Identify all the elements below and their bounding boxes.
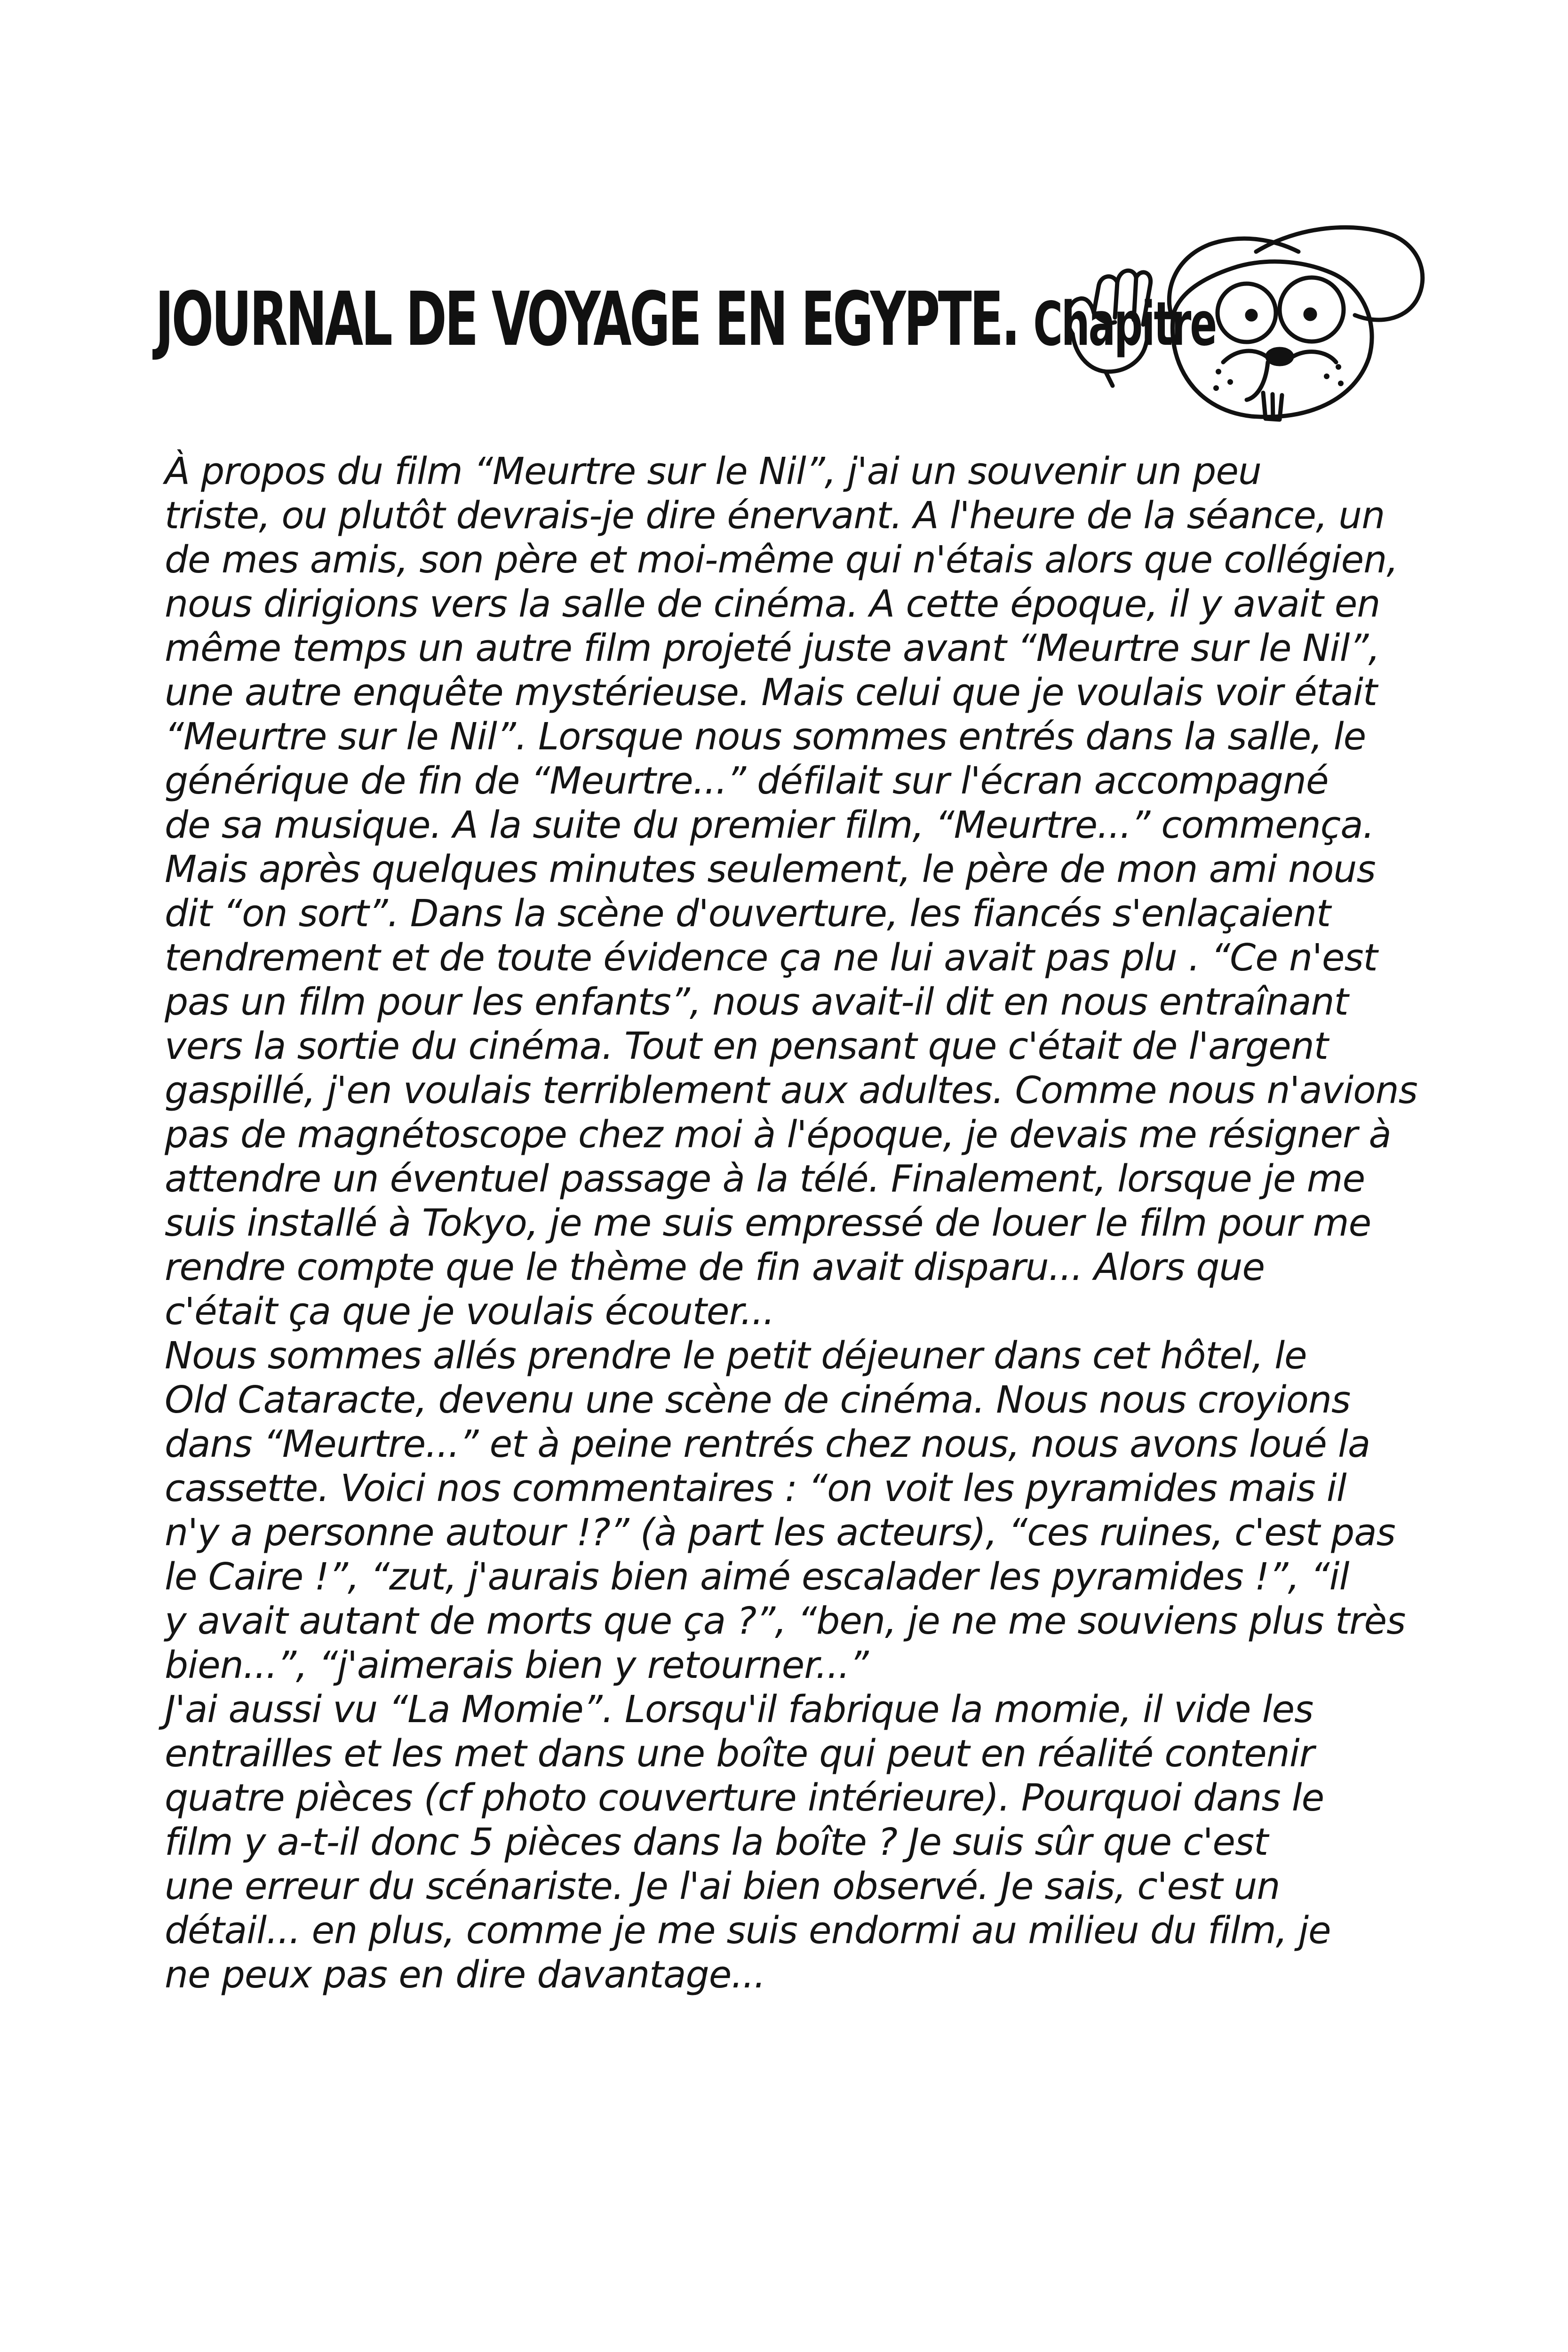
text-line: Old Cataracte, devenu une scène de cinéma. Nous nous croyions xyxy=(165,1378,1351,1422)
text-line: dans “Meurtre...” et à peine rentrés chez nous, nous avons loué la xyxy=(165,1422,1370,1466)
text-line: même temps un autre film projeté juste avant “Meurtre sur le Nil”, xyxy=(165,627,1380,670)
text-line: de mes amis, son père et moi-même qui n'étais alors que collégien, xyxy=(165,538,1398,581)
text-line: pas un film pour les enfants”, nous avait-il dit en nous entraînant xyxy=(165,980,1348,1024)
text-line: dit “on sort”. Dans la scène d'ouverture, les fiancés s'enlaçaient xyxy=(165,892,1330,935)
text-line: nous dirigions vers la salle de cinéma. A cette époque, il y avait en xyxy=(165,582,1380,626)
text-line: suis installé à Tokyo, je me suis empressé de louer le film pour me xyxy=(165,1201,1371,1245)
text-line: cassette. Voici nos commentaires : “on voit les pyramides mais il xyxy=(165,1467,1346,1510)
text-line: de sa musique. A la suite du premier film, “Meurtre...” commença. xyxy=(165,803,1374,847)
title-main: JOURNAL DE VOYAGE EN EGYPTE. xyxy=(155,276,1019,363)
text-line: À propos du film “Meurtre sur le Nil”, j'ai un souvenir un peu xyxy=(165,450,1261,493)
text-line: triste, ou plutôt devrais-je dire énervant. A l'heure de la séance, un xyxy=(165,494,1385,537)
text-line: Mais après quelques minutes seulement, le père de mon ami nous xyxy=(165,848,1376,891)
hand-showing-three-fingers-icon xyxy=(1067,270,1150,386)
text-line: bien...”, “j'aimerais bien y retourner...” xyxy=(165,1644,868,1687)
text-line: le Caire !”, “zut, j'aurais bien aimé escalader les pyramides !”, “il xyxy=(165,1555,1349,1598)
text-line: n'y a personne autour !?” (à part les acteurs), “ces ruines, c'est pas xyxy=(165,1511,1395,1554)
text-line: c'était ça que je voulais écouter... xyxy=(165,1290,775,1333)
text-line: pas de magnétoscope chez moi à l'époque, je devais me résigner à xyxy=(165,1113,1391,1156)
text-line: J'ai aussi vu “La Momie”. Lorsqu'il fabrique la momie, il vide les xyxy=(165,1688,1313,1731)
journal-body-text xyxy=(165,449,1425,1997)
text-line: ne peux pas en dire davantage... xyxy=(165,1953,765,1996)
text-line: détail... en plus, comme je me suis endormi au milieu du film, je xyxy=(165,1909,1331,1952)
text-line: une autre enquête mystérieuse. Mais celui que je voulais voir était xyxy=(165,671,1377,714)
dog-face-mascot-icon xyxy=(1054,207,1440,461)
text-line: tendrement et de toute évidence ça ne lui avait pas plu . “Ce n'est xyxy=(165,936,1377,979)
title-chapter-word: Chapitre xyxy=(1033,289,1216,359)
text-line: gaspillé, j'en voulais terriblement aux adultes. Comme nous n'avions xyxy=(165,1069,1417,1112)
text-line: “Meurtre sur le Nil”. Lorsque nous sommes entrés dans la salle, le xyxy=(165,715,1366,758)
text-line: film y a-t-il donc 5 pièces dans la boîte ? Je suis sûr que c'est xyxy=(165,1820,1268,1864)
text-line: vers la sortie du cinéma. Tout en pensant que c'était de l'argent xyxy=(165,1025,1328,1068)
page-title xyxy=(155,276,1216,363)
text-line: Nous sommes allés prendre le petit déjeuner dans cet hôtel, le xyxy=(165,1334,1307,1377)
text-line: attendre un éventuel passage à la télé. Finalement, lorsque je me xyxy=(165,1157,1365,1200)
text-line: quatre pièces (cf photo couverture intérieure). Pourquoi dans le xyxy=(165,1776,1324,1820)
text-line: rendre compte que le thème de fin avait disparu... Alors que xyxy=(165,1246,1265,1289)
text-line: y avait autant de morts que ça ?”, “ben, je ne me souviens plus très xyxy=(165,1599,1406,1643)
text-line: une erreur du scénariste. Je l'ai bien observé. Je sais, c'est un xyxy=(165,1865,1280,1908)
text-line: générique de fin de “Meurtre...” défilait sur l'écran accompagné xyxy=(165,759,1329,803)
text-line: entrailles et les met dans une boîte qui peut en réalité contenir xyxy=(165,1732,1314,1775)
